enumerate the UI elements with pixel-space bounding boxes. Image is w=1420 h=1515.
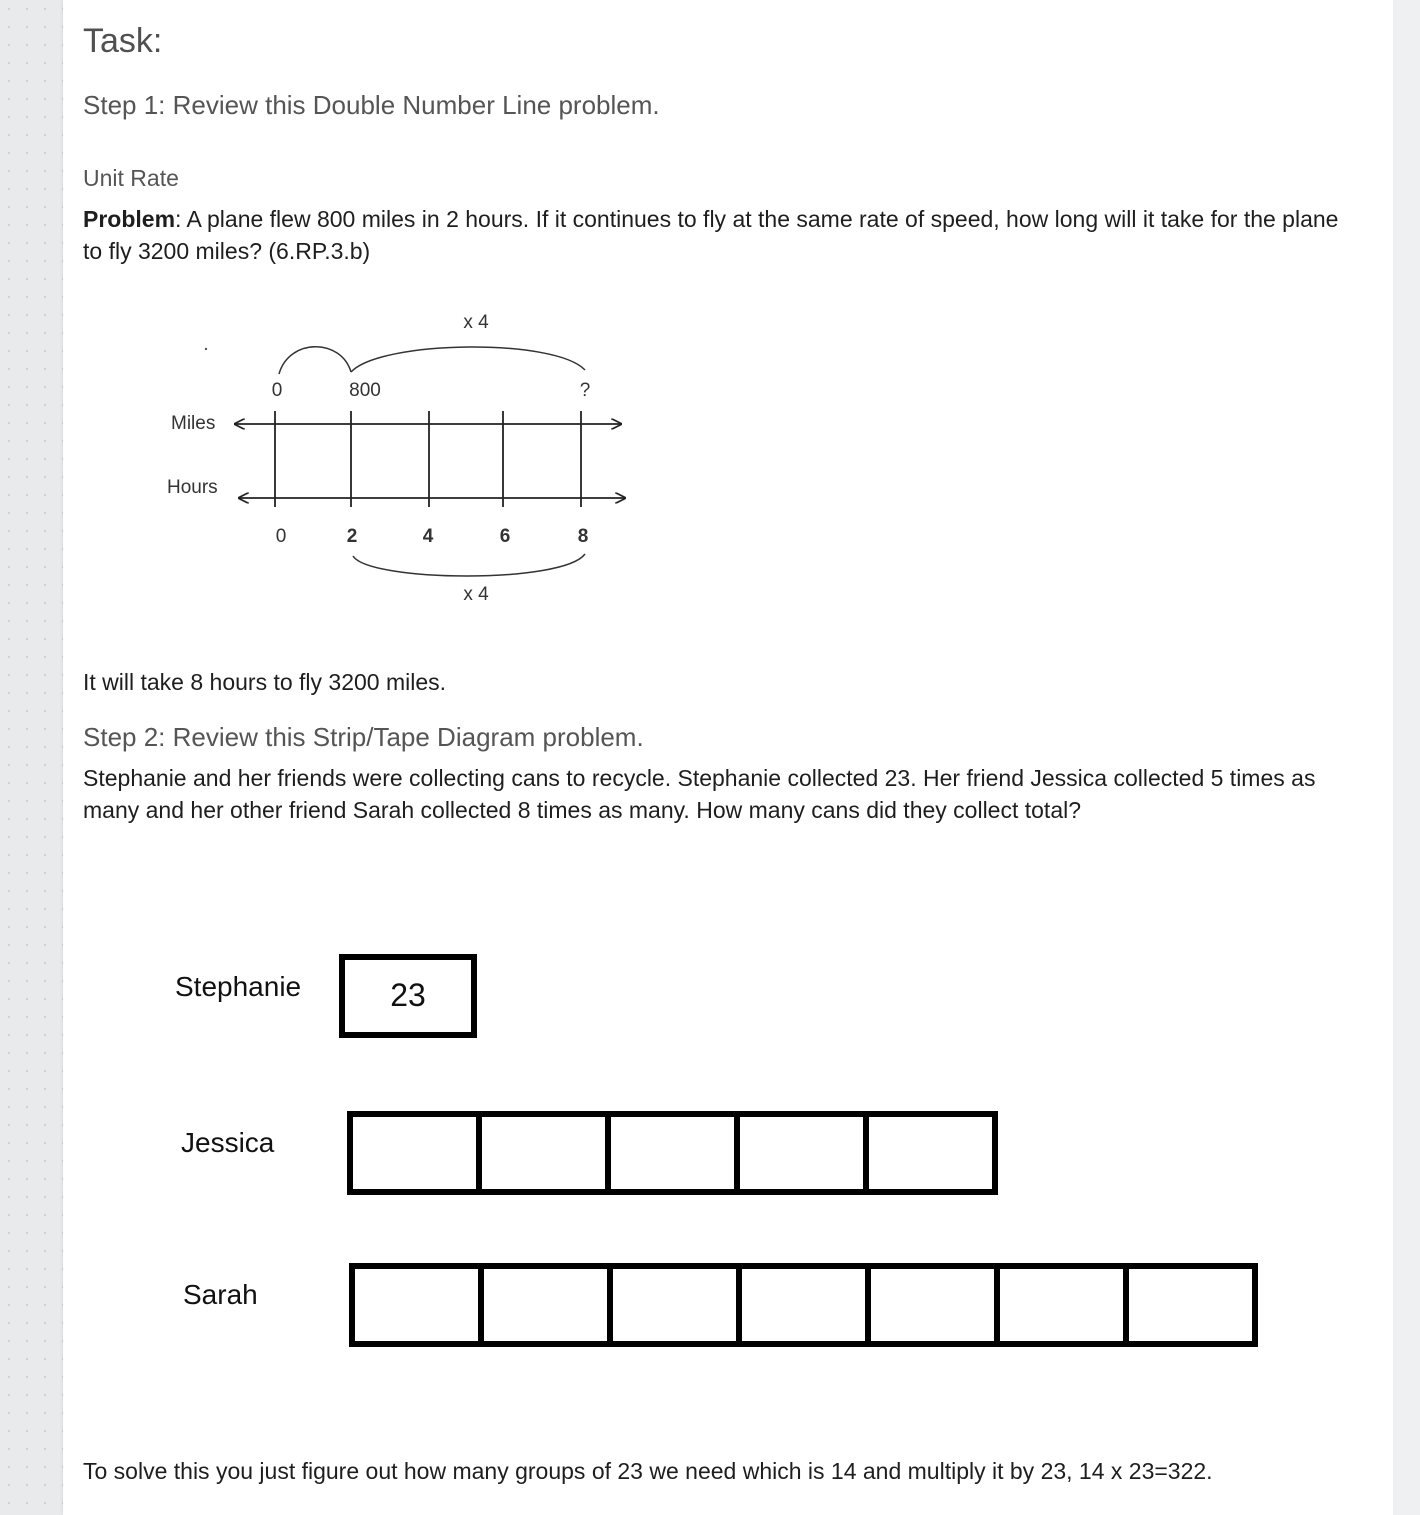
- jessica-unit-box: [479, 1114, 608, 1192]
- jessica-unit-box: [737, 1114, 866, 1192]
- hours-tick-2: 2: [346, 526, 358, 547]
- tape-diagram: [63, 0, 1393, 1515]
- miles-tick-800: 800: [349, 380, 381, 401]
- miles-axis-label: Miles: [171, 413, 216, 434]
- hours-axis-label: Hours: [167, 477, 218, 498]
- hours-tick-0: 0: [275, 526, 287, 547]
- sarah-unit-box: [610, 1266, 739, 1344]
- task-title: Task:: [83, 22, 163, 60]
- unit-rate-heading: Unit Rate: [83, 165, 179, 191]
- stephanie-label: Stephanie: [175, 971, 302, 1002]
- jessica-unit-box: [350, 1114, 479, 1192]
- sarah-label: Sarah: [183, 1279, 258, 1310]
- hours-tick-8: 8: [577, 526, 589, 547]
- step1-title: Step 1: Review this Double Number Line problem.: [83, 90, 660, 120]
- hours-tick-4: 4: [422, 526, 434, 547]
- jessica-label: Jessica: [181, 1127, 275, 1158]
- answer1-text: It will take 8 hours to fly 3200 miles.: [83, 669, 447, 695]
- top-multiplier: x 4: [463, 312, 489, 333]
- solution-text: To solve this you just figure out how many groups of 23 we need which is 14 and multiply it by 23, 14 x 23=322.: [83, 1458, 1213, 1484]
- bottom-multiplier: x 4: [463, 584, 489, 605]
- sarah-unit-box: [352, 1266, 481, 1344]
- sarah-strip: [352, 1266, 1255, 1344]
- right-scroll-gutter: [1393, 0, 1420, 1515]
- hours-tick-6: 6: [499, 526, 511, 547]
- sarah-unit-box: [739, 1266, 868, 1344]
- sarah-unit-box: [997, 1266, 1126, 1344]
- jessica-unit-box: [866, 1114, 995, 1192]
- jessica-strip: [350, 1114, 995, 1192]
- stephanie-value: 23: [390, 977, 426, 1013]
- step2-title: Step 2: Review this Strip/Tape Diagram problem.: [83, 722, 644, 752]
- problem1-body: : A plane flew 800 miles in 2 hours. If it continues to fly at the same rate of speed, how long will it take for the plane to fly 3200 miles? (6.RP.3.b): [83, 206, 1339, 264]
- miles-tick-unknown: ?: [579, 380, 591, 401]
- problem-label: Problem: [83, 206, 176, 232]
- task-card: [63, 0, 1393, 1515]
- jessica-unit-box: [608, 1114, 737, 1192]
- miles-tick-0: 0: [271, 380, 283, 401]
- problem2-text: Stephanie and her friends were collecting cans to recycle. Stephanie collected 23. Her friend Jessica collected 5 times as many and her other friend Sarah collected 8 times as many. How many cans did they collect total?: [83, 765, 1316, 823]
- sarah-unit-box: [1126, 1266, 1255, 1344]
- sarah-unit-box: [868, 1266, 997, 1344]
- sarah-unit-box: [481, 1266, 610, 1344]
